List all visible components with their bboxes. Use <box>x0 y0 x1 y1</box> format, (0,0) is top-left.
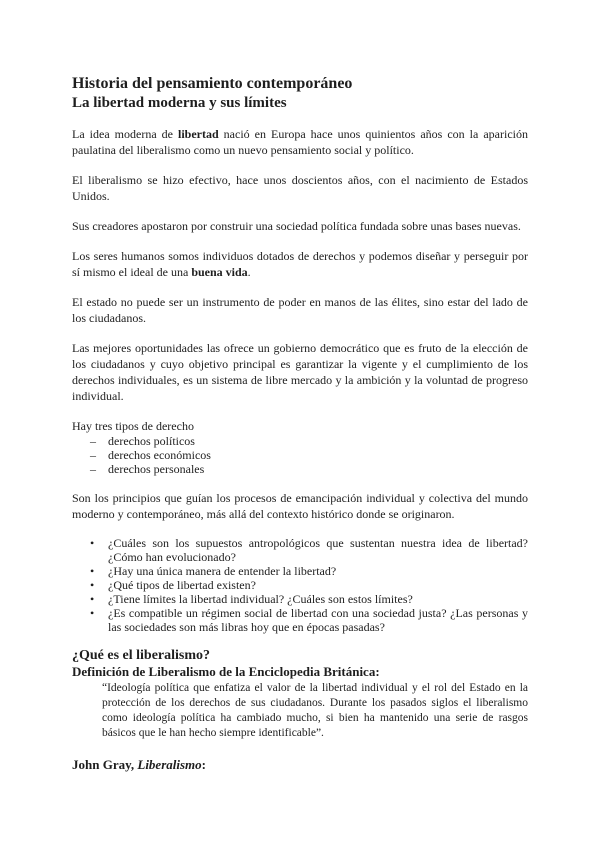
list-item: • ¿Qué tipos de libertad existen? <box>90 578 528 592</box>
rights-list <box>72 434 528 476</box>
paragraph-creadores: Sus creadores apostaron por construir una sociedad política fundada sobre unas bases nuevas. <box>72 219 521 233</box>
paragraph-libertad <box>72 126 528 158</box>
paragraph-text: nació en Europa hace unos quinientos años con la aparición paulatina del liberalismo como un nuevo pensamiento social y político. <box>72 127 528 157</box>
document-subtitle: La libertad moderna y sus límites <box>72 95 287 111</box>
paragraph-text: La idea moderna de <box>72 127 178 141</box>
list-item: – derechos personales <box>90 462 528 476</box>
heading-colon: : <box>201 757 206 772</box>
paragraph-seres-humanos <box>72 248 528 280</box>
section-heading: ¿Qué es el liberalismo? <box>72 648 211 663</box>
questions-list <box>72 536 528 634</box>
paragraph-principios: Son los principios que guían los procesos de emancipación individual y colectiva del mundo moderno y contemporáneo, más allá del contexto histórico donde se originaron. <box>72 491 528 521</box>
list-item: – derechos económicos <box>90 448 528 462</box>
list-item: – derechos políticos <box>90 434 528 448</box>
paragraph-text: Los seres humanos somos individuos dotados de derechos y podemos diseñar y perseguir por sí mismo el ideal de una <box>72 249 528 279</box>
list-item: • ¿Cuáles son los supuestos antropológicos que sustentan nuestra idea de libertad? ¿Cómo han evolucionado? <box>90 536 528 564</box>
paragraph-text: . <box>247 265 251 279</box>
document-title: Historia del pensamiento contemporáneo <box>72 75 353 92</box>
gray-heading <box>72 757 528 773</box>
paragraph-estados-unidos: El liberalismo se hizo efectivo, hace unos doscientos años, con el nacimiento de Estados Unidos. <box>72 173 528 203</box>
definition-quote: “Ideología política que enfatiza el valor de la libertad individual y el rol del Estado en la protección de los derechos de sus ciudadanos. Durante los pasados siglos el liberalismo como ideología política ha cambiado mucho, si bien ha mantenido una serie de rasgos básicos que le han hecho siempre identificable”. <box>102 682 528 739</box>
rights-intro: Hay tres tipos de derecho <box>72 419 194 433</box>
author-name: John Gray, <box>72 757 138 772</box>
list-item: • ¿Hay una única manera de entender la libertad? <box>90 564 528 578</box>
work-title: Liberalismo <box>137 757 202 772</box>
paragraph-estado: El estado no puede ser un instrumento de poder en manos de las élites, sino estar del lado de los ciudadanos. <box>72 295 528 325</box>
list-item: • ¿Es compatible un régimen social de libertad con una sociedad justa? ¿Las personas y las sociedades son más libras hoy que en épocas pasadas? <box>90 606 528 634</box>
bold-term-libertad: libertad <box>178 127 219 141</box>
paragraph-oportunidades: Las mejores oportunidades las ofrece un gobierno democrático que es fruto de la elección de los ciudadanos y cuyo objetivo principal es garantizar la vigente y el cumplimiento de los derechos individuales, es un sistema de libre mercado y la ambición y la voluntad de progreso individual. <box>72 341 528 403</box>
bold-term-buena-vida: buena vida <box>191 265 248 279</box>
list-item: • ¿Tiene límites la libertad individual? ¿Cuáles son estos límites? <box>90 592 528 606</box>
definition-heading: Definición de Liberalismo de la Enciclopedia Británica: <box>72 664 380 679</box>
